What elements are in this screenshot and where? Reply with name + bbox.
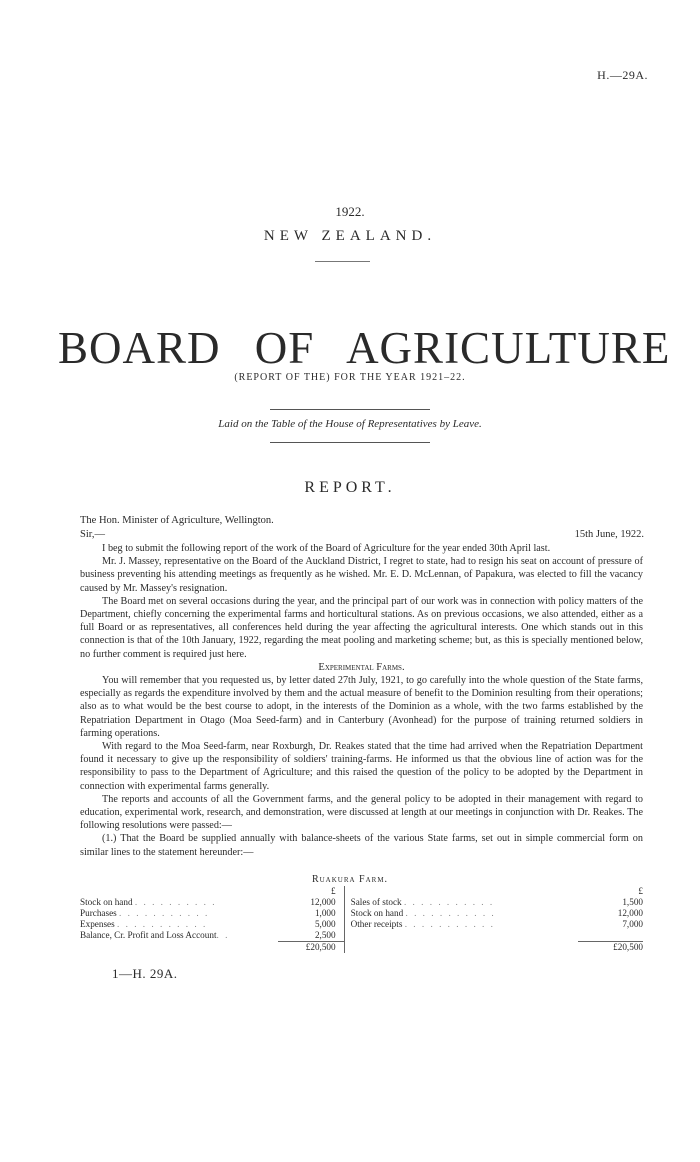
cr-label: Stock on hand <box>350 908 404 918</box>
addressee: The Hon. Minister of Agriculture, Wellington. <box>80 515 274 526</box>
cr-amount: 1,500 <box>622 897 643 907</box>
account-farm-name: Ruakura Farm. <box>311 874 389 885</box>
report-body <box>80 542 643 859</box>
divider-bottom <box>270 442 430 443</box>
dr-label: Stock on hand <box>80 897 133 907</box>
dr-total: £20,500 <box>278 942 344 954</box>
report-year: 1922. <box>335 204 365 219</box>
table-row: Stock on hand . . . . . . . . . . 12,000 Sales of stock . . . . . . . . . . . 1,500 <box>80 897 643 907</box>
short-divider <box>315 261 370 262</box>
paragraph: The Board met on several occasions during the year, and the principal part of our work was in connection with policy matters of the Department, chiefly concerning the experimental farms and horticultural stations. As on previous occasions, we also attended, either as a full Board or as representatives, all conferences held during the year affecting the agricultural interests. One which stands out in this connection is that of the 10th January, 1922, regarding the meat pooling and marketing scheme; but, as this is specially mentioned below, no further comment is required just here. <box>80 595 643 660</box>
country-name: NEW ZEALAND. <box>263 228 437 244</box>
page-signature: 1—H. 29A. <box>112 966 178 981</box>
paragraph: (1.) That the Board be supplied annually with balance-sheets of the various State farms, set out in simple commercial form on similar lines to the statement hereunder:— <box>80 833 643 858</box>
section-heading: Experimental Farms. <box>318 661 405 673</box>
cr-label: Other receipts <box>350 919 403 929</box>
cr-amount: 12,000 <box>617 908 643 918</box>
currency-symbol: £ <box>638 886 643 896</box>
table-row: Expenses . . . . . . . . . . . 5,000 Other receipts . . . . . . . . . . . 7,000 <box>80 919 643 929</box>
currency-row <box>80 886 643 897</box>
cr-amount: 7,000 <box>622 919 643 929</box>
letter-date: 15th June, 1922. <box>574 529 644 540</box>
cr-label: Sales of stock <box>350 897 402 907</box>
dr-label: Balance, Cr. Profit and Loss Account <box>80 930 217 941</box>
document-subtitle: (REPORT OF THE) FOR THE YEAR 1921–22. <box>234 372 466 383</box>
dr-amount: 12,000 <box>310 897 336 907</box>
dr-amount: 2,500 <box>314 930 336 940</box>
dr-label: Expenses <box>80 919 115 929</box>
dr-amount: 5,000 <box>314 919 336 929</box>
cr-total: £20,500 <box>578 942 643 954</box>
table-row: Purchases . . . . . . . . . . . 1,000 Stock on hand . . . . . . . . . . . 12,000 <box>80 908 643 918</box>
dr-amount: 1,000 <box>314 908 336 918</box>
paragraph: With regard to the Moa Seed-farm, near Roxburgh, Dr. Reakes stated that the time had arrived when the Repatriation Department found it necessary to give up the responsibility of soldiers' training-farms. He informed us that the obvious line of action was for the responsibility to pass to the Department of Agriculture; and this raised the question of the policy to be adopted by the Department in connection with experimental farms generally. <box>80 741 643 792</box>
laid-on-table-note: Laid on the Table of the House of Representatives by Leave. <box>218 418 482 430</box>
paragraph: The reports and accounts of all the Government farms, and the general policy to be adopted in their management with regard to education, experimental work, research, and demonstration, were discussed at length at our meetings in conjunction with Dr. Reakes. The following resolutions were passed:— <box>80 793 643 832</box>
salutation: Sir,— <box>80 529 105 540</box>
paragraph: Mr. J. Massey, representative on the Board of the Auckland District, I regret to state, had to resign his seat on account of pressure of business preventing his attending meetings as frequently as he wished. Mr. E. D. McLennan, of Papakura, was elected to fill the vacancy caused by Mr. Massey's resignation. <box>80 556 643 594</box>
balance-sheet <box>80 886 643 953</box>
currency-symbol: £ <box>331 886 336 896</box>
total-row <box>80 942 643 954</box>
document-title: BOARD OF AGRICULTURE <box>58 323 671 373</box>
divider-top <box>270 409 430 410</box>
report-heading: REPORT. <box>304 479 396 496</box>
dr-label: Purchases <box>80 908 117 918</box>
document-reference: H.—29A. <box>597 68 648 82</box>
paragraph: I beg to submit the following report of the work of the Board of Agriculture for the year ended 30th April last. <box>102 543 551 554</box>
balance-sheet-table <box>80 886 643 953</box>
table-row: Balance, Cr. Profit and Loss Account. . 2,500 <box>80 930 643 942</box>
paragraph: You will remember that you requested us, by letter dated 27th July, 1921, to go carefully into the whole question of the State farms, especially as regards the expenditure involved by them and the actual measure of benefit to the Dominion resulting from their operations; also as to what would be the best course to adopt, in the interests of the Dominion as a whole, with the two farms established by the Repatriation Department in Otago (Moa Seed-farm) and in Canterbury (Avonhead) for the purpose of training returned soldiers in farming operations. <box>80 675 643 739</box>
